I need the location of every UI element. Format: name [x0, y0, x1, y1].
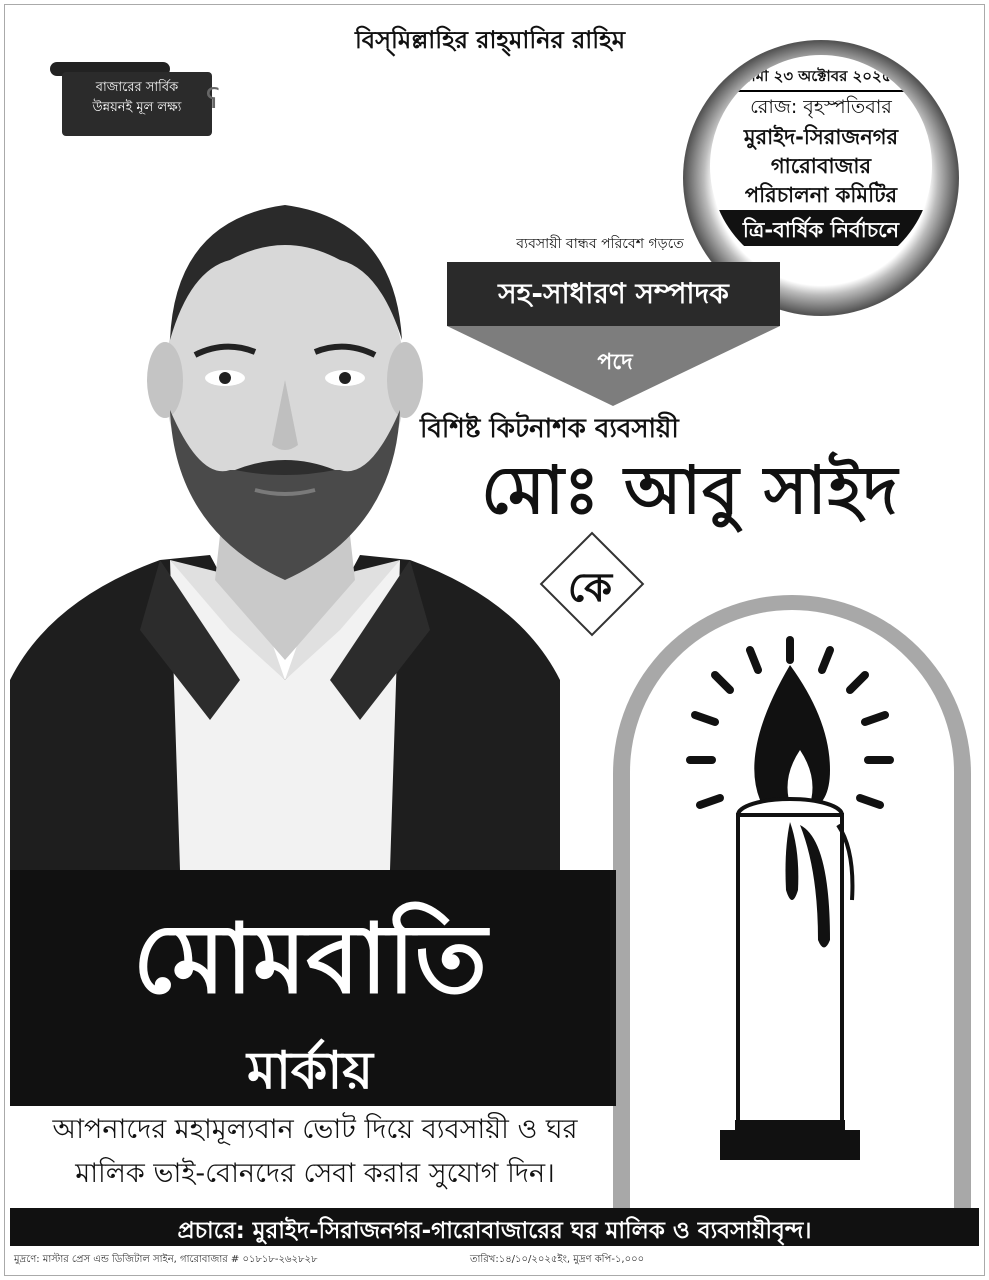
candle-icon — [680, 610, 900, 1210]
post-suffix: পদে — [597, 350, 633, 375]
election-info — [710, 55, 932, 277]
election-day: রোজ: বৃহস্পতিবার — [750, 96, 892, 118]
slogan-text — [62, 72, 212, 136]
campaign-text: প্রচারে: মুরাইদ-সিরাজনগর-গারোবাজারের ঘর মালিক ও ব্যবসায়ীবৃন্দ। — [177, 1218, 812, 1244]
symbol-name: মোমবাতি — [132, 903, 488, 1015]
scroll-curl-icon: ʕ — [205, 82, 220, 115]
divider — [730, 90, 912, 92]
printer-info: মুদ্রণে: মাস্টার প্রেস এন্ড ডিজিটাল সাইন, গারোবাজার # ০১৮১৮-২৬২৮২৮ — [14, 1254, 318, 1265]
election-date: আগামী ২৩ অক্টোবর ২০২৫ খ্রি. — [724, 67, 918, 85]
election-title: ত্রি-বার্ষিক নির্বাচনে — [742, 218, 900, 242]
post-title: সহ-সাধারণ সম্পাদক — [447, 262, 780, 326]
appeal-line-2: মালিক ভাই-বোনদের সেবা করার সুযোগ দিন। — [75, 1158, 555, 1189]
tagline: ব্যবসায়ী বান্ধব পরিবেশ গড়তে — [516, 236, 684, 252]
org-line-2: গারোবাজার — [770, 154, 872, 178]
slogan-line-1: বাজারের সার্বিক — [95, 80, 179, 95]
candidate-name: মোঃ আবু সাইদ — [481, 452, 899, 529]
print-date: তারিখ:১৪/১০/২০২৫ইং, মুদ্রণ কপি-১,০০০ — [470, 1254, 645, 1265]
appeal-text — [10, 1108, 620, 1206]
symbol-suffix: মার্কায় — [246, 1041, 374, 1101]
bismillah-heading: বিস্‌মিল্লাহির রাহ্‌মানির রাহিম — [354, 26, 626, 54]
slogan-line-2: উন্নয়নই মূল লক্ষ্য — [92, 100, 182, 115]
ke-label: কে — [567, 565, 613, 611]
candidate-description: বিশিষ্ট কিটনাশক ব্যবসায়ী — [420, 414, 679, 444]
org-line-3: পরিচালনা কমিটির — [744, 183, 898, 207]
appeal-line-1: আপনাদের মহামূল্যবান ভোট দিয়ে ব্যবসায়ী ও ঘর — [52, 1114, 578, 1145]
slogan-badge — [50, 62, 220, 142]
org-line-1: মুরাইদ-সিরাজনগর — [743, 125, 899, 149]
